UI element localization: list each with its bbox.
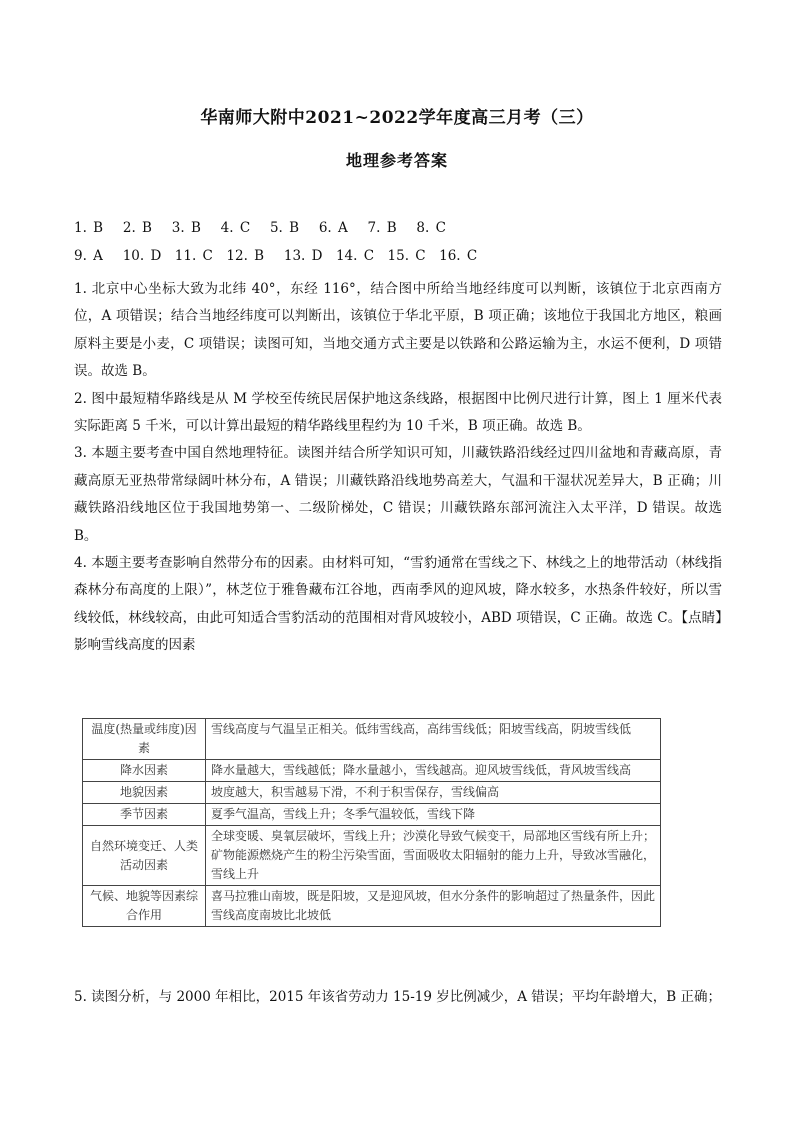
factor-cell: 气候、地貌等因素综合作用 [83,886,206,927]
explanation-2: 2. 图中最短精华路线是从 M 学校至传统民居保护地这条线路，根据图中比例尺进行计算，图上 1 厘米代表实际距离 5 千米，可以计算出最短的精华路线里程约为 10 千米，B 项正确。故选 B。 [74,390,722,435]
answer-row: 1. B 2. B 3. B 4. C 5. B 6. A 7. B 8. C [74,220,446,236]
answer-row: 9. A 10. D 11. C 12. B 13. D 14. C 15. C 16. C [74,248,478,264]
factor-cell: 自然环境变迁、人类活动因素 [83,826,206,886]
page-subtitle: 地理参考答案 [345,151,448,170]
answer-key [74,214,477,270]
explanation-4: 4. 本题主要考查影响自然带分布的因素。由材料可知，“雪豹通常在雪线之下、林线之上的地带活动（林线指森林分布高度的上限）”，林芝位于雅鲁藏布江谷地，西南季风的迎风坡，降水较多，水热条件较好，所以雪线较低，林线较高，由此可知适合雪豹活动的范围相对背风坡较小，ABD 项错误，C 正确。故选 C。【点睛】影响雪线高度的因素 [74,555,722,654]
factor-cell: 降水因素 [83,760,206,782]
factor-cell: 季节因素 [83,804,206,826]
explanations [74,276,722,660]
table-row [83,782,661,804]
explanation-3: 3. 本题主要考查中国自然地理特征。读图并结合所学知识可知，川藏铁路沿线经过四川盆地和青藏高原，青藏高原无亚热带常绿阔叶林分布，A 错误；川藏铁路沿线地势高差大，气温和干湿状况差异大，B 正确；川藏铁路沿线地区位于我国地势第一、二级阶梯处，C 错误；川藏铁路东部河流注入太平洋，D 错误。故选 B。 [74,445,722,544]
table-row [83,826,661,886]
explanation-5: 5. 读图分析，与 2000 年相比，2015 年该省劳动力 15-19 岁比例减少，A 错误；平均年龄增大，B 正确； [74,989,722,1005]
page-title: 华南师大附中2021~2022学年度高三月考（三） [200,108,594,128]
snowline-factors-table [82,718,661,927]
table-row [83,719,661,760]
detail-cell: 夏季气温高，雪线上升；冬季气温较低，雪线下降 [206,804,661,826]
detail-cell: 降水量越大，雪线越低；降水量越小，雪线越高。迎风坡雪线低，背风坡雪线高 [206,760,661,782]
table-row [83,760,661,782]
detail-cell: 坡度越大，积雪越易下滑，不利于积雪保存，雪线偏高 [206,782,661,804]
explanation-1: 1. 北京中心坐标大致为北纬 40°，东经 116°，结合图中所给当地经纬度可以判断，该镇位于北京西南方位，A 项错误；结合当地经纬度可以判断出，该镇位于华北平原，B 项正确；该地位于我国北方地区，粮画原料主要是小麦，C 项错误；读图可知，当地交通方式主要是以铁路和公路运输为主，水运不便利，D 项错误。故选 B。 [74,281,722,380]
detail-cell: 喜马拉雅山南坡，既是阳坡，又是迎风坡，但水分条件的影响超过了热量条件，因此雪线高度南坡比北坡低 [206,886,661,927]
detail-cell: 雪线高度与气温呈正相关。低纬雪线高，高纬雪线低；阳坡雪线高，阴坡雪线低 [206,719,661,760]
table-row [83,886,661,927]
factor-cell: 地貌因素 [83,782,206,804]
table-row [83,804,661,826]
detail-cell: 全球变暖、臭氧层破坏，雪线上升；沙漠化导致气候变干，局部地区雪线有所上升；矿物能源燃烧产生的粉尘污染雪面，雪面吸收太阳辐射的能力上升，导致冰雪融化，雪线上升 [206,826,661,886]
factor-cell: 温度(热量或纬度)因素 [83,719,206,760]
